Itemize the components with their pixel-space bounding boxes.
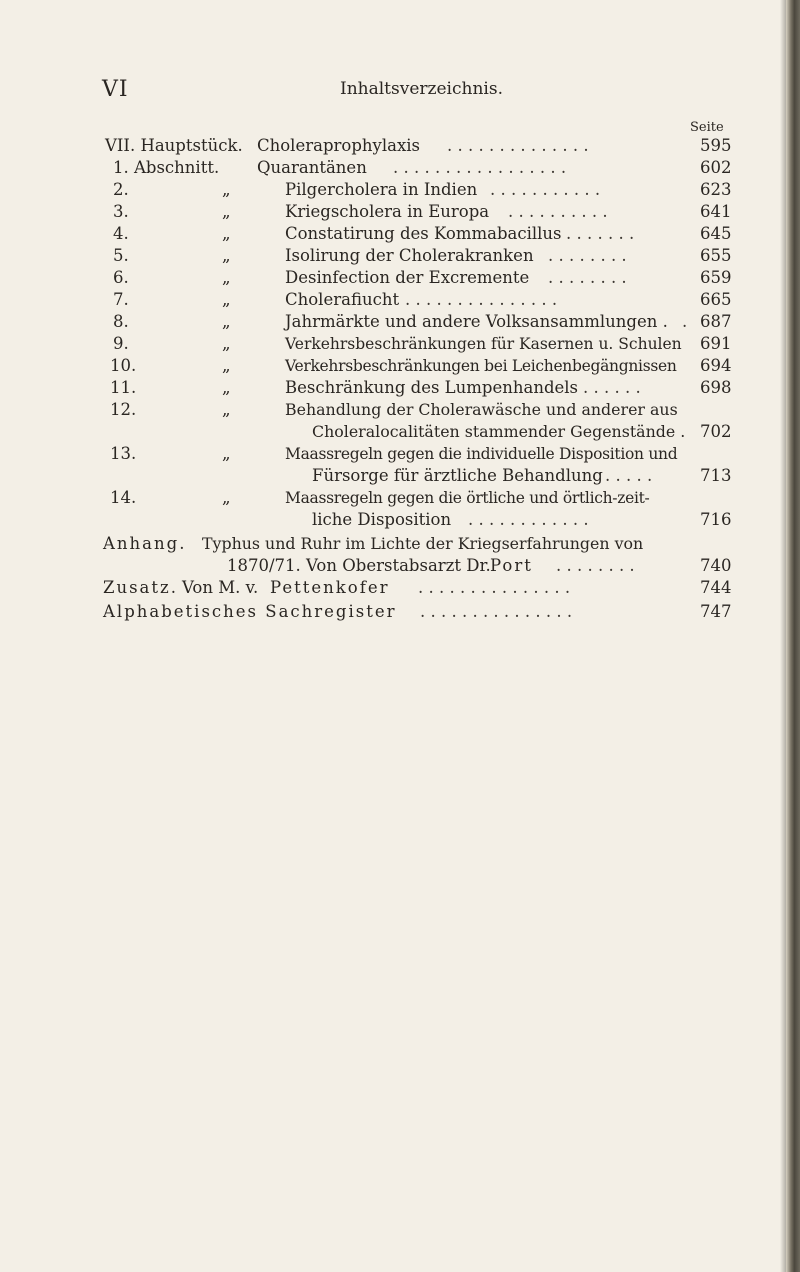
toc-label: Zusatz. bbox=[103, 578, 178, 597]
toc-title: Von M. v. bbox=[182, 578, 259, 597]
toc-number: 11. bbox=[110, 378, 137, 397]
toc-label: VII. Hauptstück. bbox=[105, 136, 243, 155]
toc-page: 623 bbox=[700, 180, 732, 199]
toc-title: Quarantänen bbox=[257, 158, 367, 177]
ditto-mark: „ bbox=[222, 290, 231, 309]
toc-title: Kriegscholera in Europa bbox=[285, 202, 490, 221]
toc-author: Port bbox=[490, 556, 533, 575]
toc-title: Typhus und Ruhr im Lichte der Kriegserfahrungen von bbox=[202, 534, 644, 553]
ditto-mark: „ bbox=[222, 180, 231, 199]
toc-leader-dots: . . . . . . . bbox=[566, 224, 635, 243]
toc-entry-6 bbox=[0, 268, 800, 288]
ditto-mark: „ bbox=[222, 488, 231, 507]
toc-number: 10. bbox=[110, 356, 137, 375]
toc-number: 14. bbox=[110, 488, 137, 507]
toc-leader-dots: . . . . . . . . . . . bbox=[490, 180, 601, 199]
toc-number: 13. bbox=[110, 444, 137, 463]
toc-number: 6. bbox=[113, 268, 129, 287]
toc-number: 8. bbox=[113, 312, 129, 331]
toc-number: 12. bbox=[110, 400, 137, 419]
toc-page: 698 bbox=[700, 378, 732, 397]
ditto-mark: „ bbox=[222, 400, 231, 419]
toc-page: 702 bbox=[700, 422, 732, 441]
toc-page: 645 bbox=[700, 224, 732, 243]
toc-page: 659 bbox=[700, 268, 732, 287]
toc-title: Verkehrsbeschränkungen bei Leichenbegängnissen bbox=[285, 357, 677, 375]
toc-entry-zusatz bbox=[0, 578, 800, 598]
toc-title: Jahrmärkte und andere Volksansammlungen . bbox=[285, 312, 668, 331]
toc-page: 716 bbox=[700, 510, 732, 529]
toc-number: 7. bbox=[113, 290, 129, 309]
toc-leader-dots: . . . . . . . . . . . . . . . bbox=[405, 290, 558, 309]
toc-title: Cholerafiucht bbox=[285, 290, 400, 309]
toc-page: 641 bbox=[700, 202, 732, 221]
toc-number: 4. bbox=[113, 224, 129, 243]
toc-leader-dots: . . . . . . . . . . . . . . . bbox=[420, 602, 573, 621]
toc-leader-dots: . . . . . . . . . . bbox=[508, 202, 608, 221]
toc-leader-dots: . bbox=[682, 312, 688, 331]
toc-number: 9. bbox=[113, 334, 129, 353]
toc-page: 713 bbox=[700, 466, 732, 485]
toc-number: 5. bbox=[113, 246, 129, 265]
toc-entry-14 bbox=[0, 488, 800, 508]
ditto-mark: „ bbox=[222, 224, 231, 243]
toc-title-continued: Fürsorge für ärztliche Behandlung bbox=[312, 466, 603, 485]
toc-leader-dots: . . . . . . . . bbox=[548, 246, 627, 265]
toc-entry-9 bbox=[0, 334, 800, 354]
toc-page: 602 bbox=[700, 158, 732, 177]
toc-label: Alphabetisches Sachregister bbox=[103, 602, 397, 621]
toc-page: 665 bbox=[700, 290, 732, 309]
running-title: Inhaltsverzeichnis. bbox=[340, 79, 503, 99]
toc-leader-dots: . . . . . . . . . . . . . . bbox=[447, 136, 589, 155]
ditto-mark: „ bbox=[222, 356, 231, 375]
toc-page: 747 bbox=[700, 602, 732, 621]
ditto-mark: „ bbox=[222, 312, 231, 331]
toc-title: Maassregeln gegen die örtliche und örtlich-zeit- bbox=[285, 489, 650, 507]
toc-page: 740 bbox=[700, 556, 732, 575]
toc-leader-dots: . . . . . . . . bbox=[556, 556, 635, 575]
toc-number: 3. bbox=[113, 202, 129, 221]
toc-entry-3 bbox=[0, 202, 800, 222]
toc-entry-12-cont bbox=[0, 422, 800, 442]
toc-author: Pettenkofer bbox=[270, 578, 390, 597]
toc-entry-2 bbox=[0, 180, 800, 200]
toc-number: 2. bbox=[113, 180, 129, 199]
toc-title: Desinfection der Excremente bbox=[285, 268, 530, 287]
toc-label: Anhang. bbox=[103, 534, 187, 553]
seite-column-label: Seite bbox=[690, 120, 724, 135]
toc-label: 1. Abschnitt. bbox=[113, 158, 220, 177]
toc-entry-hauptstueck bbox=[0, 136, 800, 156]
toc-entry-1 bbox=[0, 158, 800, 178]
toc-page: 687 bbox=[700, 312, 732, 331]
toc-entry-7 bbox=[0, 290, 800, 310]
toc-title: Verkehrsbeschränkungen für Kasernen u. Schulen bbox=[285, 335, 682, 353]
toc-entry-13-cont bbox=[0, 466, 800, 486]
toc-entry-anhang-cont bbox=[0, 556, 800, 576]
toc-leader-dots: . . . . . . . . . . . . bbox=[468, 510, 589, 529]
toc-title: Maassregeln gegen die individuelle Disposition und bbox=[285, 445, 678, 463]
toc-entry-sachregister bbox=[0, 602, 800, 622]
toc-leader-dots: . . . . . . . . . . . . . . . bbox=[418, 578, 571, 597]
toc-entry-12 bbox=[0, 400, 800, 420]
toc-page: 655 bbox=[700, 246, 732, 265]
ditto-mark: „ bbox=[222, 444, 231, 463]
toc-entry-4 bbox=[0, 224, 800, 244]
toc-entry-8 bbox=[0, 312, 800, 332]
page-number: VI bbox=[102, 77, 129, 102]
ditto-mark: „ bbox=[222, 378, 231, 397]
ditto-mark: „ bbox=[222, 246, 231, 265]
toc-entry-11 bbox=[0, 378, 800, 398]
toc-entry-14-cont bbox=[0, 510, 800, 530]
toc-title: Behandlung der Cholerawäsche und anderer aus bbox=[285, 400, 678, 419]
toc-page: 595 bbox=[700, 136, 732, 155]
toc-entry-anhang bbox=[0, 534, 800, 554]
toc-leader-dots: . . . . . bbox=[605, 466, 653, 485]
toc-title: Beschränkung des Lumpenhandels bbox=[285, 378, 579, 397]
ditto-mark: „ bbox=[222, 202, 231, 221]
toc-title-continued: Choleralocalitäten stammender Gegenstände . bbox=[312, 422, 686, 441]
toc-leader-dots: . . . . . . . . . . . . . . . . . bbox=[393, 158, 567, 177]
toc-title-continued: 1870/71. Von Oberstabsarzt Dr. bbox=[227, 556, 491, 575]
toc-title-continued: liche Disposition bbox=[312, 510, 452, 529]
toc-page: 744 bbox=[700, 578, 732, 597]
toc-entry-5 bbox=[0, 246, 800, 266]
toc-title: Isolirung der Cholerakranken bbox=[285, 246, 534, 265]
toc-title: Constatirung des Kommabacillus bbox=[285, 224, 562, 243]
toc-page: 691 bbox=[700, 334, 732, 353]
ditto-mark: „ bbox=[222, 268, 231, 287]
toc-leader-dots: . . . . . . bbox=[583, 378, 641, 397]
toc-title: Pilgercholera in Indien bbox=[285, 180, 478, 199]
page-header bbox=[0, 77, 800, 107]
toc-entry-13 bbox=[0, 444, 800, 464]
toc-entry-10 bbox=[0, 356, 800, 376]
toc-leader-dots: . . . . . . . . bbox=[548, 268, 627, 287]
ditto-mark: „ bbox=[222, 334, 231, 353]
toc-page: 694 bbox=[700, 356, 732, 375]
toc-title: Choleraprophylaxis bbox=[257, 136, 421, 155]
